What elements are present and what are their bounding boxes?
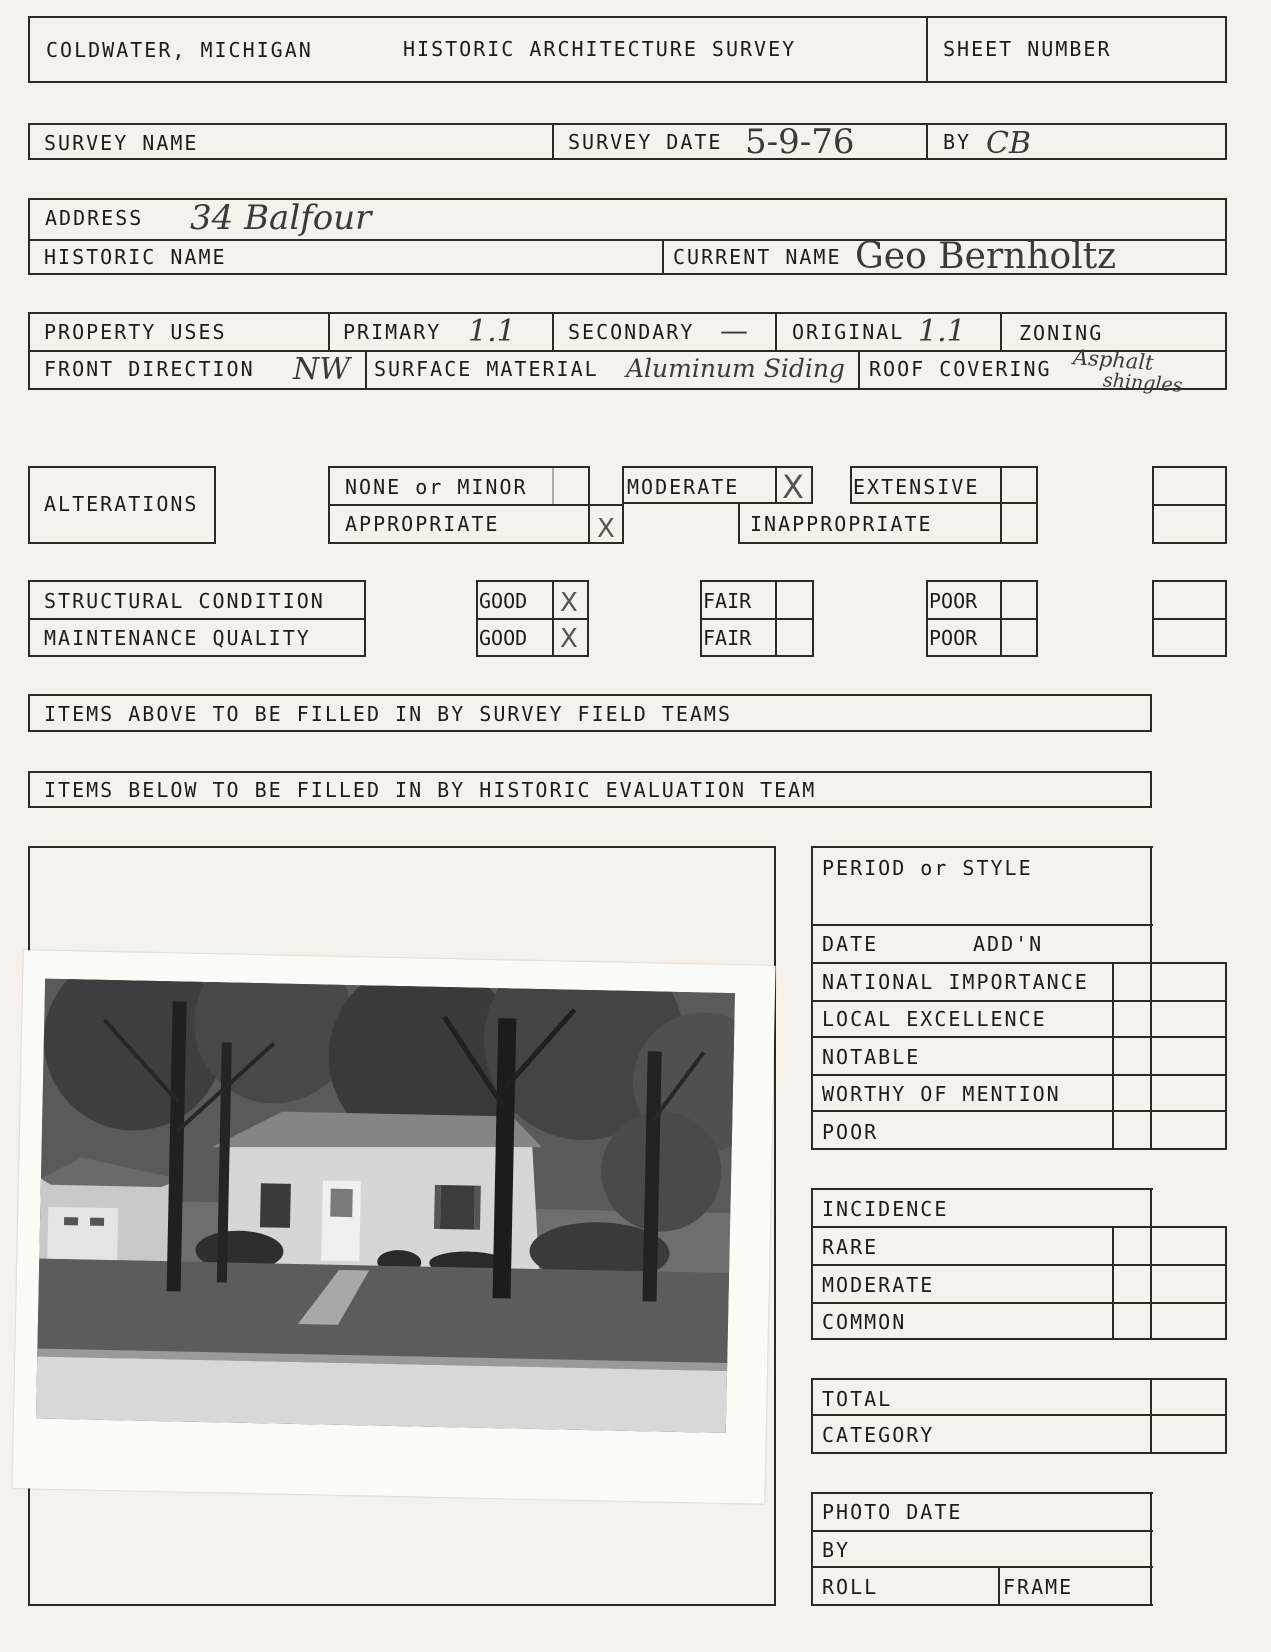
primary-value: 1.1 xyxy=(468,314,516,349)
appropriate-mark: X xyxy=(597,514,615,544)
secondary-value: — xyxy=(720,314,748,347)
survey-name-label: SURVEY NAME xyxy=(44,131,199,155)
roof-covering-value-1: Asphalt xyxy=(1072,345,1155,375)
worthy-of-mention-label: WORTHY OF MENTION xyxy=(822,1082,1061,1106)
photo-by-label: BY xyxy=(822,1538,851,1562)
maintenance-quality-label: MAINTENANCE QUALITY xyxy=(44,626,311,650)
survey-by-label: BY xyxy=(943,130,972,154)
photo-date-label: PHOTO DATE xyxy=(822,1500,963,1524)
house-photo xyxy=(36,979,735,1433)
surface-material-value: Aluminum Siding xyxy=(626,354,845,383)
form-title: HISTORIC ARCHITECTURE SURVEY xyxy=(403,37,797,61)
structural-poor-label: POOR xyxy=(929,589,978,613)
moderate-label: MODERATE xyxy=(627,475,740,499)
structural-good-mark: X xyxy=(560,588,578,618)
primary-label: PRIMARY xyxy=(343,320,442,344)
inappropriate-label: INAPPROPRIATE xyxy=(750,512,933,536)
common-label: COMMON xyxy=(822,1310,907,1334)
roof-covering-label: ROOF COVERING xyxy=(869,357,1052,381)
survey-date-label: SURVEY DATE xyxy=(568,130,723,154)
maintenance-good-mark: X xyxy=(560,624,578,654)
attached-photograph xyxy=(12,950,775,1504)
city-label: COLDWATER, MICHIGAN xyxy=(46,38,313,62)
structural-good-label: GOOD xyxy=(479,589,528,613)
front-direction-label: FRONT DIRECTION xyxy=(44,357,255,381)
current-name-label: CURRENT NAME xyxy=(673,245,842,269)
date-label: DATE xyxy=(822,932,879,956)
property-uses-label: PROPERTY USES xyxy=(44,320,227,344)
alterations-label: ALTERATIONS xyxy=(44,492,199,516)
maintenance-good-label: GOOD xyxy=(479,626,528,650)
extensive-label: EXTENSIVE xyxy=(853,475,980,499)
address-label: ADDRESS xyxy=(45,206,144,230)
maintenance-fair-label: FAIR xyxy=(703,626,752,650)
roll-label: ROLL xyxy=(822,1575,879,1599)
zoning-label: ZONING xyxy=(1019,321,1104,345)
category-label: CATEGORY xyxy=(822,1423,935,1447)
addn-label: ADD'N xyxy=(973,932,1044,956)
evaluation-poor-label: POOR xyxy=(822,1120,879,1144)
surface-material-label: SURFACE MATERIAL xyxy=(374,357,599,381)
rare-label: RARE xyxy=(822,1235,879,1259)
original-value: 1.1 xyxy=(918,314,966,349)
survey-by-value: CB xyxy=(986,126,1031,161)
none-minor-label: NONE or MINOR xyxy=(345,475,528,499)
incidence-moderate-label: MODERATE xyxy=(822,1273,935,1297)
notable-label: NOTABLE xyxy=(822,1045,921,1069)
total-label: TOTAL xyxy=(822,1387,893,1411)
local-excellence-label: LOCAL EXCELLENCE xyxy=(822,1007,1047,1031)
survey-date-value: 5-9-76 xyxy=(745,122,855,162)
incidence-label: INCIDENCE xyxy=(822,1197,949,1221)
roof-covering-value-2: shingles xyxy=(1102,369,1184,397)
current-name-value: Geo Bernholtz xyxy=(855,236,1117,277)
appropriate-label: APPROPRIATE xyxy=(345,512,500,536)
frame-label: FRAME xyxy=(1003,1575,1074,1599)
items-below-note: ITEMS BELOW TO BE FILLED IN BY HISTORIC EVALUATION TEAM xyxy=(44,778,817,802)
period-style-label: PERIOD or STYLE xyxy=(822,856,1033,880)
national-importance-label: NATIONAL IMPORTANCE xyxy=(822,970,1089,994)
moderate-mark: X xyxy=(782,468,804,506)
structural-condition-label: STRUCTURAL CONDITION xyxy=(44,589,325,613)
sheet-number-label: SHEET NUMBER xyxy=(943,37,1112,61)
structural-fair-label: FAIR xyxy=(703,589,752,613)
maintenance-poor-label: POOR xyxy=(929,626,978,650)
items-above-note: ITEMS ABOVE TO BE FILLED IN BY SURVEY FIELD TEAMS xyxy=(44,702,733,726)
front-direction-value: NW xyxy=(293,352,351,387)
secondary-label: SECONDARY xyxy=(568,320,695,344)
address-value: 34 Balfour xyxy=(190,198,372,238)
original-label: ORIGINAL xyxy=(792,320,905,344)
historic-name-label: HISTORIC NAME xyxy=(44,245,227,269)
